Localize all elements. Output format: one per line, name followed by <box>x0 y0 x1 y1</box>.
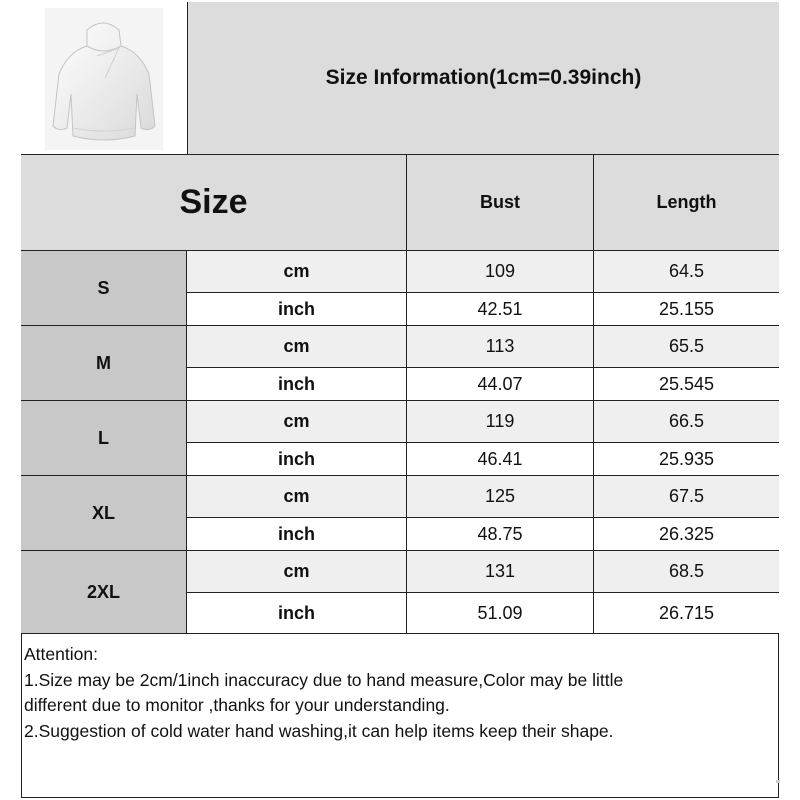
size-group-m <box>21 326 779 401</box>
bust-value: 42.51 <box>407 293 594 325</box>
table-row-cm <box>187 401 779 443</box>
size-column-header: Size <box>21 155 407 251</box>
length-value: 25.155 <box>658 298 715 319</box>
unit-cell: cm <box>187 401 407 442</box>
length-value: 64.5 <box>668 261 705 281</box>
bust-value: 48.75 <box>407 518 594 550</box>
table-row-cm <box>187 551 779 593</box>
length-value: 68.5 <box>668 561 705 581</box>
length-value: 65.5 <box>668 336 705 356</box>
bust-column-header: Bust <box>407 155 594 251</box>
unit-cell: cm <box>187 251 407 292</box>
unit-cell: cm <box>187 476 407 517</box>
product-image <box>45 8 163 150</box>
unit-cell: inch <box>187 518 407 550</box>
size-cell: S <box>21 251 187 325</box>
size-cell: 2XL <box>21 551 187 633</box>
size-group-2xl <box>21 551 779 634</box>
unit-cell: cm <box>187 326 407 367</box>
unit-cell: cm <box>187 551 407 592</box>
length-value: 25.935 <box>658 448 715 469</box>
size-group-s <box>21 251 779 326</box>
table-row-cm <box>187 326 779 368</box>
page-title: Size Information(1cm=0.39inch) <box>188 2 779 155</box>
hoodie-illustration <box>45 8 163 150</box>
length-value: 26.715 <box>658 602 715 623</box>
table-row-inch <box>187 368 779 400</box>
bust-value: 131 <box>407 551 594 592</box>
table-row-inch <box>187 593 779 633</box>
attention-heading: Attention: <box>24 644 98 664</box>
table-row-cm <box>187 251 779 293</box>
bust-value: 119 <box>407 401 594 442</box>
length-value: 66.5 <box>668 411 705 431</box>
size-table <box>21 251 779 634</box>
length-value: 26.325 <box>658 523 715 544</box>
bust-value: 125 <box>407 476 594 517</box>
product-image-cell <box>21 2 188 155</box>
attention-line-3: 2.Suggestion of cold water hand washing,it can help items keep their shape. <box>24 720 614 741</box>
bust-value: 113 <box>407 326 594 367</box>
unit-cell: inch <box>187 368 407 400</box>
bust-value: 44.07 <box>407 368 594 400</box>
unit-cell: inch <box>187 593 407 633</box>
table-row-inch <box>187 443 779 475</box>
bust-value: 109 <box>407 251 594 292</box>
attention-line-1: 1.Size may be 2cm/1inch inaccuracy due to hand measure,Color may be little <box>24 669 624 690</box>
stray-mark <box>776 780 780 783</box>
size-cell: M <box>21 326 187 400</box>
table-row-inch <box>187 518 779 550</box>
attention-notes <box>24 642 776 744</box>
attention-line-2: different due to monitor ,thanks for your understanding. <box>24 695 450 715</box>
size-cell: L <box>21 401 187 475</box>
length-value: 25.545 <box>658 373 715 394</box>
unit-cell: inch <box>187 443 407 475</box>
size-group-l <box>21 401 779 476</box>
table-row-cm <box>187 476 779 518</box>
length-value: 67.5 <box>668 486 705 506</box>
size-group-xl <box>21 476 779 551</box>
table-row-inch <box>187 293 779 325</box>
bust-value: 51.09 <box>407 593 594 633</box>
bust-value: 46.41 <box>407 443 594 475</box>
size-cell: XL <box>21 476 187 550</box>
unit-cell: inch <box>187 293 407 325</box>
length-column-header: Length <box>594 155 779 251</box>
